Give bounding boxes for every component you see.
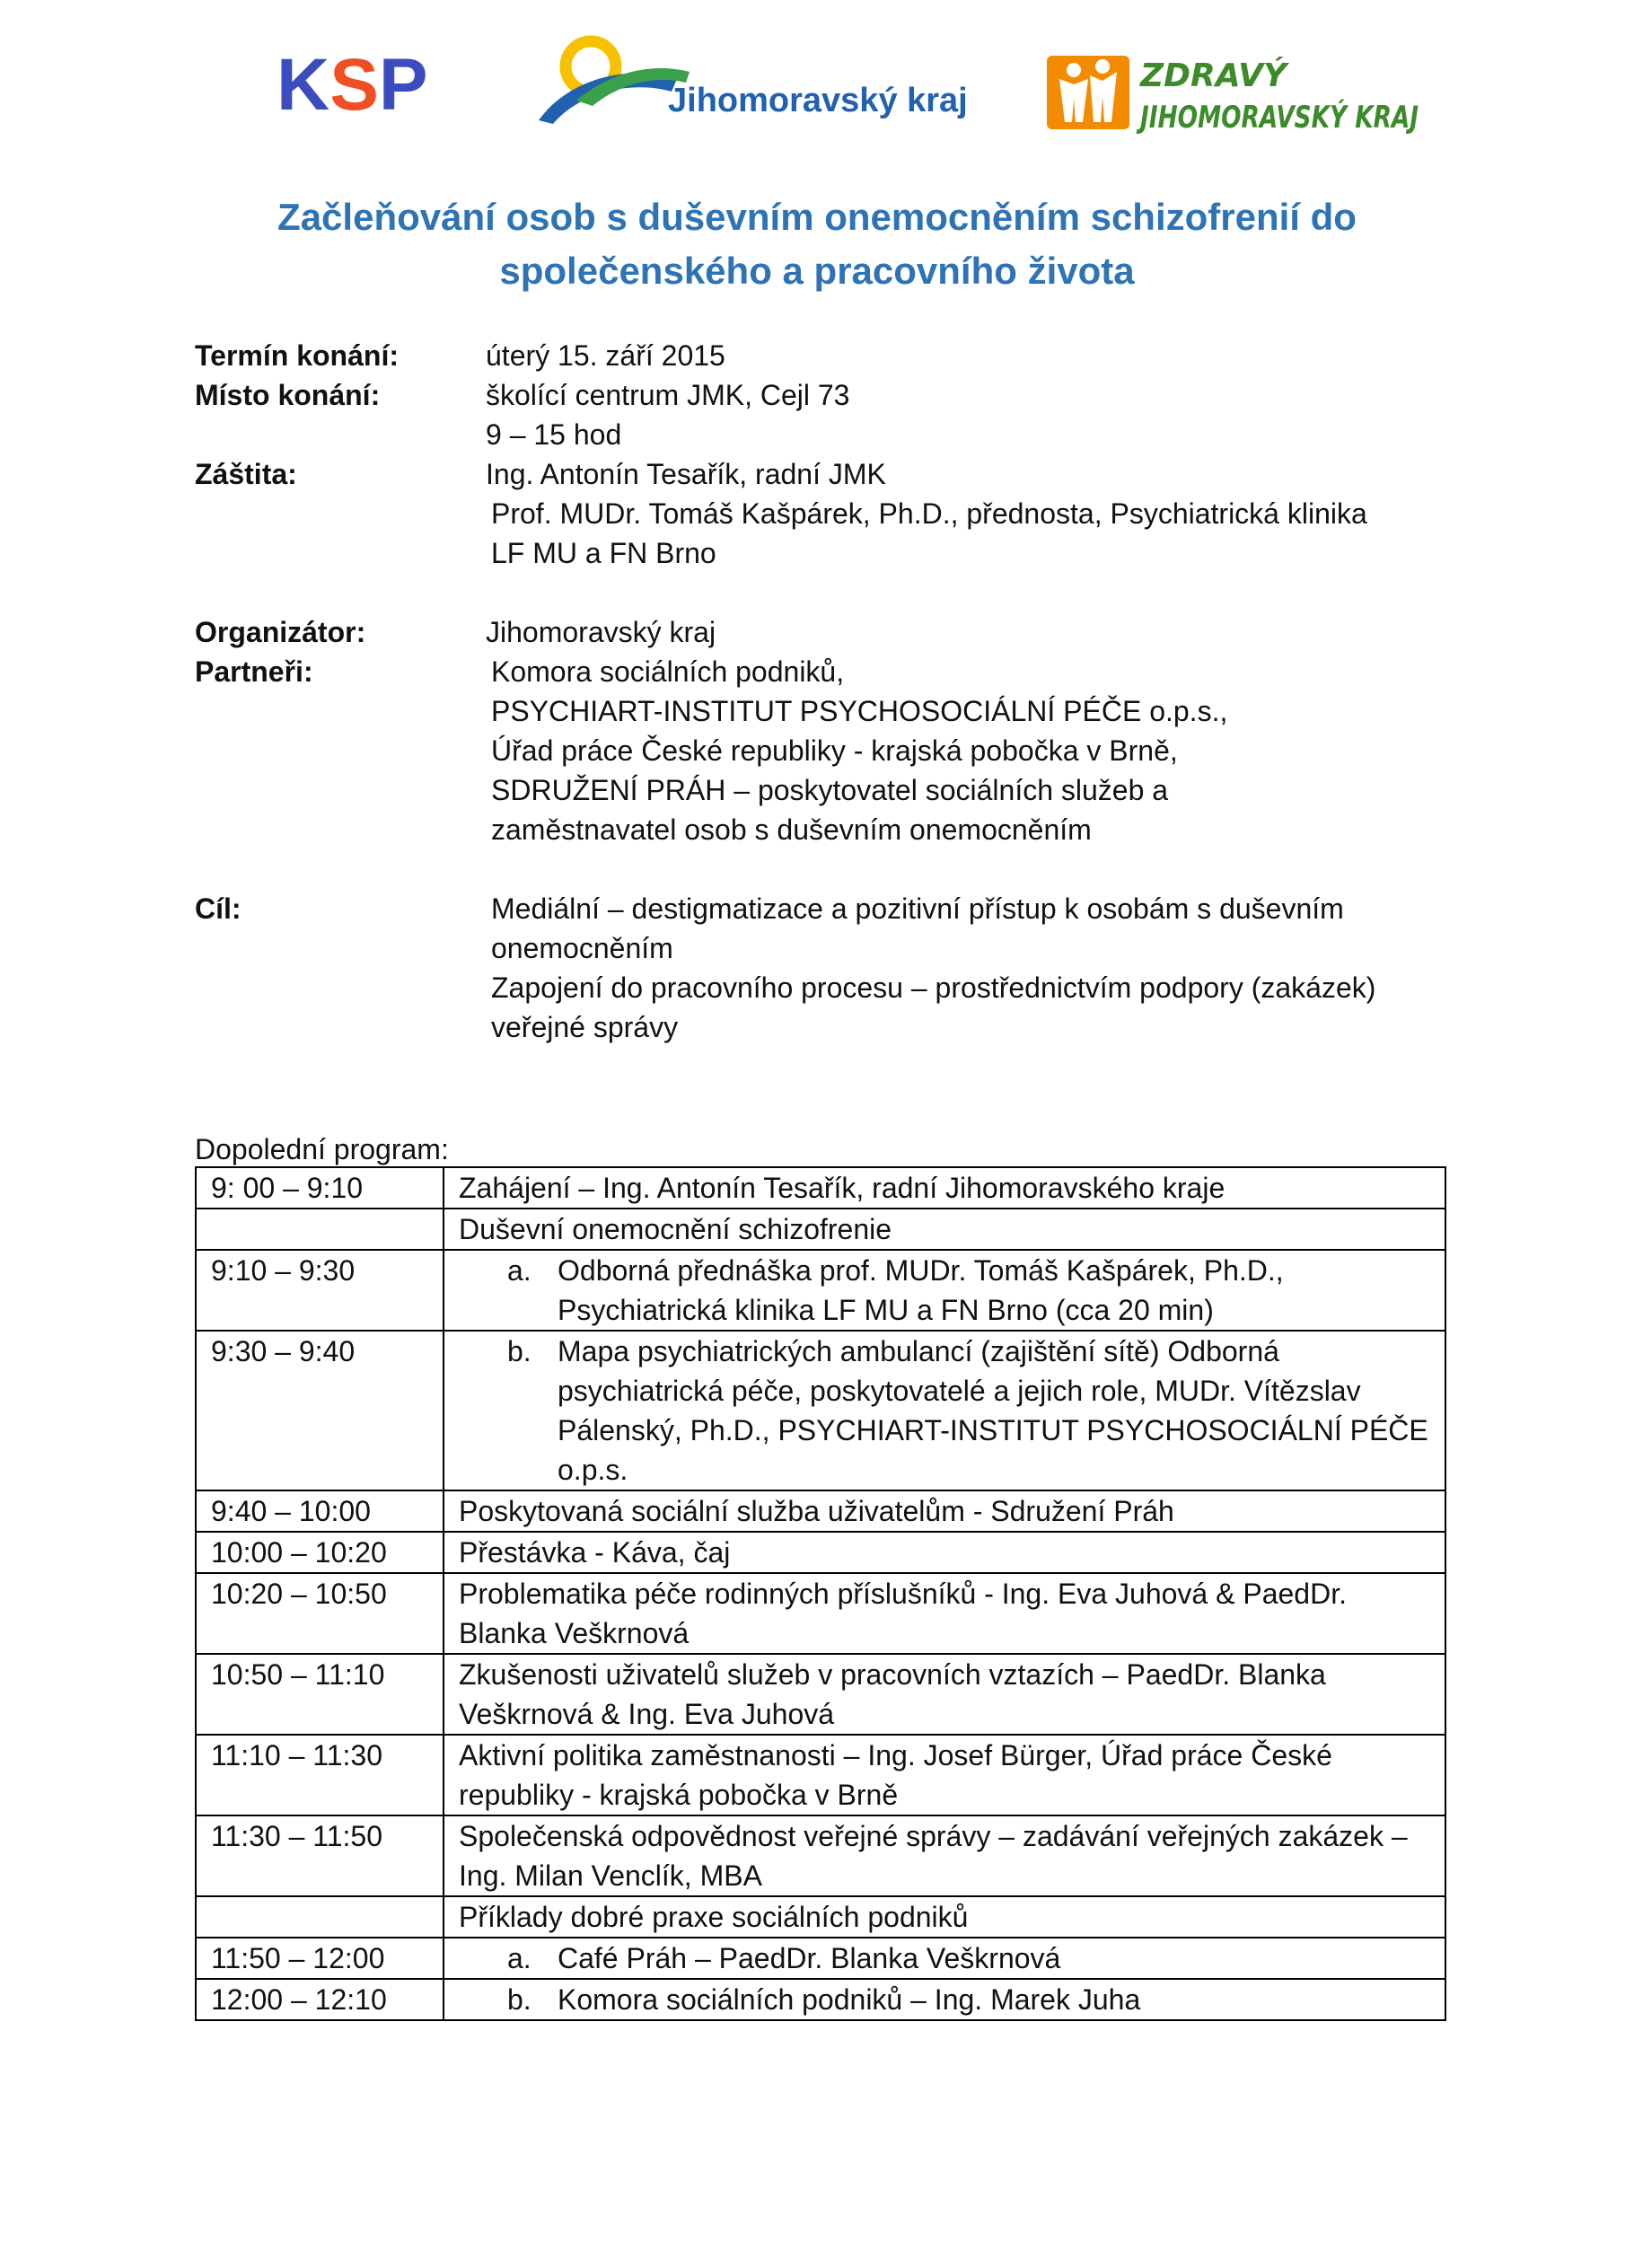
program-time-cell: 9:40 – 10:00 [196, 1490, 444, 1532]
program-time-cell: 11:50 – 12:00 [196, 1938, 444, 1979]
partneri-label: Partneři: [195, 655, 313, 688]
info-row-cil [195, 889, 1470, 1047]
program-row [196, 1490, 1445, 1532]
program-time-cell: 12:00 – 12:10 [196, 1979, 444, 2020]
program-item-cell: Duševní onemocnění schizofrenie [444, 1209, 1445, 1250]
zastita-value-1: Ing. Antonín Tesařík, radní JMK [486, 458, 886, 490]
program-row [196, 1250, 1445, 1331]
event-info [195, 336, 1470, 1047]
program-row [196, 1654, 1445, 1735]
info-row-misto [195, 375, 1470, 454]
zastita-label: Záštita: [195, 458, 297, 490]
partneri-value [486, 652, 1470, 849]
termin-label: Termín konání: [195, 339, 399, 372]
misto-value-hours: 9 – 15 hod [486, 418, 622, 451]
zdravy-logo-line1: ZDRAVÝ [1140, 57, 1287, 94]
program-label: Dopolední program: [195, 1133, 449, 1165]
partneri-value-3: Úřad práce České republiky - krajská pobočka v Brně, [491, 734, 1178, 767]
ksp-logo-k: K [277, 44, 330, 126]
program-item-letter: b. [507, 1335, 531, 1367]
misto-value-place: školící centrum JMK, Cejl 73 [486, 379, 850, 411]
program-item-cell: Zahájení – Ing. Antonín Tesařík, radní Jihomoravského kraje [444, 1167, 1445, 1209]
document-title [135, 190, 1499, 298]
program-item-cell [444, 1938, 1445, 1979]
program-item-cell [444, 1331, 1445, 1490]
zdravy-jmk-logo [1047, 40, 1500, 138]
partneri-value-4: SDRUŽENÍ PRÁH – poskytovatel sociálních služeb a [491, 774, 1169, 806]
info-row-partneri [195, 652, 1470, 849]
title-line-2: společenského a pracovního života [499, 250, 1135, 292]
program-row [196, 1573, 1445, 1654]
program-item-text: Café Práh – PaedDr. Blanka Veškrnová [558, 1942, 1061, 1974]
program-time-cell: 10:00 – 10:20 [196, 1532, 444, 1573]
logo-header [0, 0, 1634, 180]
jmk-logo [535, 34, 971, 133]
program-item-cell: Zkušenosti uživatelů služeb v pracovních vztazích – PaedDr. Blanka Veškrnová & Ing. Eva Juhová [444, 1654, 1445, 1735]
program-row [196, 1815, 1445, 1896]
program-item-letter: a. [507, 1942, 531, 1974]
zastita-value-2: Prof. MUDr. Tomáš Kašpárek, Ph.D., přednosta, Psychiatrická klinika [491, 497, 1367, 530]
partneri-value-2: PSYCHIART-INSTITUT PSYCHOSOCIÁLNÍ PÉČE o.p.s., [491, 695, 1228, 727]
program-table [195, 1166, 1446, 2021]
ksp-logo-s: S [329, 44, 379, 126]
organizator-value: Jihomoravský kraj [486, 616, 716, 648]
title-line-1: Začleňování osob s duševním onemocněním schizofrenií do [277, 196, 1357, 238]
jmk-swoosh-icon [539, 41, 690, 124]
program-item-letter: a. [507, 1254, 531, 1287]
ksp-logo-p: P [378, 44, 428, 126]
program-row [196, 1209, 1445, 1250]
program-time-cell: 9:30 – 9:40 [196, 1331, 444, 1490]
cil-label: Cíl: [195, 892, 242, 925]
zastita-value-3: LF MU a FN Brno [491, 537, 716, 569]
cil-value-4: veřejné správy [491, 1011, 679, 1043]
program-item-cell: Příklady dobré praxe sociálních podniků [444, 1896, 1445, 1938]
organizator-label: Organizátor: [195, 616, 366, 648]
program-item-cell [444, 1250, 1445, 1331]
program-row [196, 1532, 1445, 1573]
misto-label: Místo konání: [195, 379, 381, 411]
partneri-value-1: Komora sociálních podniků, [491, 655, 845, 688]
cil-value-3: Zapojení do pracovního procesu – prostřednictvím podpory (zakázek) [491, 971, 1376, 1004]
program-time-cell: 11:30 – 11:50 [196, 1815, 444, 1896]
program-row [196, 1896, 1445, 1938]
zdravy-logo-line2: JIHOMORAVSKÝ KRAJ [1140, 100, 1500, 136]
program-time-cell: 11:10 – 11:30 [196, 1735, 444, 1815]
program-item-cell: Společenská odpovědnost veřejné správy – zadávání veřejných zakázek – Ing. Milan Venclík, MBA [444, 1815, 1445, 1896]
program-time-cell [196, 1209, 444, 1250]
svg-text:KSP [277, 44, 428, 126]
program-item-text: Komora sociálních podniků – Ing. Marek Juha [558, 1983, 1141, 2016]
cil-value [486, 889, 1470, 1047]
program-item-text: Mapa psychiatrických ambulancí (zajištění sítě) Odborná psychiatrická péče, poskytovatelé a jejich role, MUDr. Vítězslav Pálenský, Ph.D., PSYCHIART-INSTITUT PSYCHOSOCIÁLNÍ PÉČE o.p.s. [558, 1335, 1428, 1486]
misto-value [486, 375, 1470, 454]
program-time-cell: 9: 00 – 9:10 [196, 1167, 444, 1209]
program-row [196, 1938, 1445, 1979]
program-row [196, 1167, 1445, 1209]
program-item-cell: Poskytovaná sociální služba uživatelům - Sdružení Práh [444, 1490, 1445, 1532]
termin-value: úterý 15. září 2015 [486, 339, 725, 372]
info-row-organizator [195, 612, 1470, 652]
program-item-cell [444, 1979, 1445, 2020]
cil-value-1: Mediální – destigmatizace a pozitivní přístup k osobám s duševním [491, 892, 1344, 925]
info-row-termin [195, 336, 1470, 375]
program-item-cell: Aktivní politika zaměstnanosti – Ing. Josef Bürger, Úřad práce České republiky - krajská pobočka v Brně [444, 1735, 1445, 1815]
program-row [196, 1979, 1445, 2020]
program-time-cell [196, 1896, 444, 1938]
program-time-cell: 10:20 – 10:50 [196, 1573, 444, 1654]
people-figures-icon [1047, 56, 1129, 129]
jmk-logo-text: Jihomoravský kraj [668, 82, 968, 119]
program-row [196, 1735, 1445, 1815]
partneri-value-5: zaměstnavatel osob s duševním onemocněním [491, 813, 1092, 846]
program-time-cell: 9:10 – 9:30 [196, 1250, 444, 1331]
program-row [196, 1331, 1445, 1490]
ksp-logo [277, 44, 438, 126]
program-item-cell: Přestávka - Káva, čaj [444, 1532, 1445, 1573]
info-row-zastita [195, 454, 1470, 573]
zastita-value [486, 454, 1470, 573]
program-item-letter: b. [507, 1983, 531, 2016]
program-time-cell: 10:50 – 11:10 [196, 1654, 444, 1735]
program-item-text: Odborná přednáška prof. MUDr. Tomáš Kašpárek, Ph.D., Psychiatrická klinika LF MU a FN Brno (cca 20 min) [558, 1254, 1284, 1326]
cil-value-2: onemocněním [491, 932, 673, 964]
program-item-cell: Problematika péče rodinných příslušníků - Ing. Eva Juhová & PaedDr. Blanka Veškrnová [444, 1573, 1445, 1654]
